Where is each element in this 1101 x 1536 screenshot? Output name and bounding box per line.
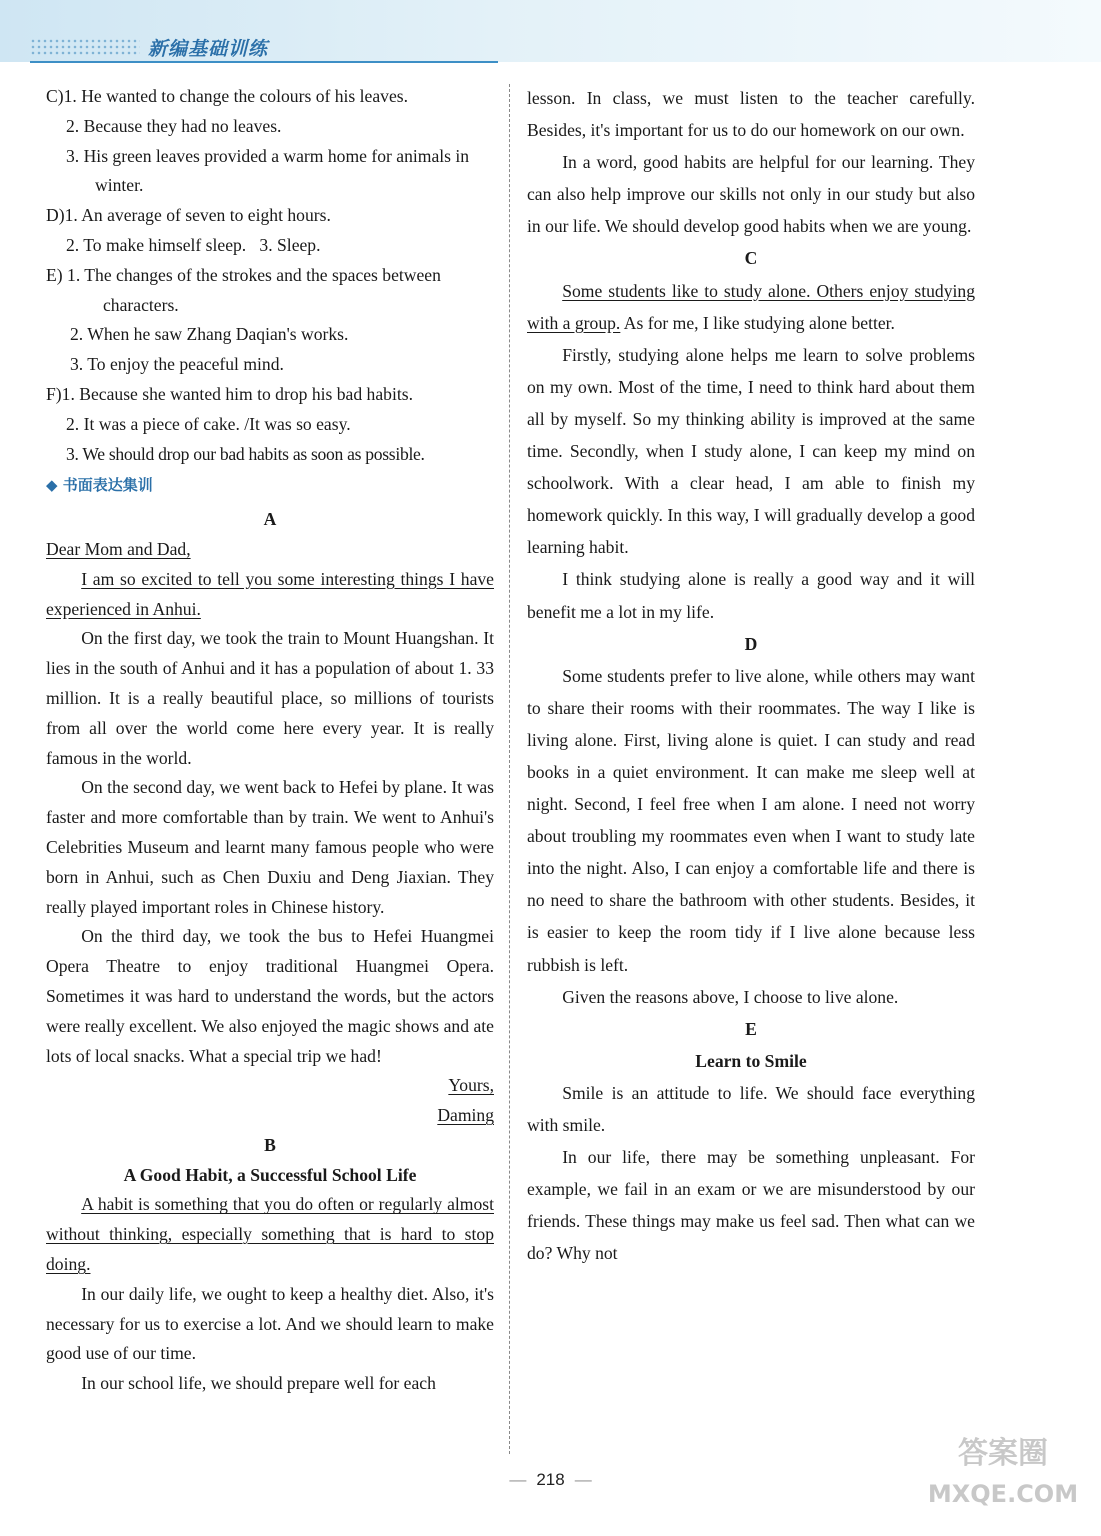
answer-d3: 3. Sleep. xyxy=(259,234,321,255)
right-column xyxy=(527,82,975,1269)
section-heading xyxy=(46,471,494,501)
essay-b-paragraph-4: In a word, good habits are helpful for our learning. They can also help improve our skills not only in our study but also in our life. We should develop good habits when we are young. xyxy=(527,152,975,237)
section-title: 书面表达集训 xyxy=(62,476,153,495)
essay-e-paragraph-1: Smile is an attitude to life. We should face everything with smile. xyxy=(527,1082,975,1135)
essay-b-intro: A habit is something that you do often or regularly almost without thinking, especially something that is hard to stop doing. xyxy=(46,1194,494,1275)
answer-f3: 3. We should drop our bad habits as soon as possible. xyxy=(66,443,425,464)
answer-label-d: D) xyxy=(46,205,65,226)
answer-e1: 1. The changes of the strokes and the spaces between characters. xyxy=(67,264,441,315)
essay-a-heading: A xyxy=(263,509,277,530)
essay-e-heading: E xyxy=(745,1018,757,1039)
essay-d-paragraph-1: Some students prefer to live alone, while others may want to share their rooms with their roommates. The way I like is living alone. First, living alone is quiet. I can study and read books in a quiet environment. It can make me sleep well at night. Second, I feel free when I am alone. I need not worry about troubling my roommates even when I want to study late into the night. Also, I can enjoy a comfortable life and there is no need to share the bathroom with other students. Besides, it is easier to keep the room tidy if I live alone because less rubbish is left. xyxy=(527,665,975,975)
essay-a-paragraph-4: On the third day, we took the bus to Hefei Huangmei Opera Theatre to enjoy traditional Huangmei Opera. Sometimes it was hard to understand the words, but the actors were really excellent. We also enjoyed the magic shows and ate lots of local snacks. What a special trip we had! xyxy=(46,926,494,1066)
answer-group-e xyxy=(46,261,494,380)
watermark-text: 答案圈 xyxy=(958,1436,1048,1471)
header-dot-pattern xyxy=(30,38,140,56)
essay-a-paragraph-3: On the second day, we went back to Hefei by plane. It was faster and more comfortable than by train. We went to Anhui's Celebrities Museum and learnt many famous people who were born in Anhui, such as Chen Duxiu and Deng Jiaxian. They really played important roles in Chinese history. xyxy=(46,777,494,917)
essay-a-signature: Daming xyxy=(437,1105,494,1126)
essay-b-title: A Good Habit, a Successful School Life xyxy=(123,1164,417,1185)
essay-b-paragraph-3-start: In our school life, we should prepare well for each xyxy=(81,1373,436,1394)
essay-b-paragraph-3-cont: lesson. In class, we must listen to the teacher carefully. Besides, it's important for us to do our homework on our own. xyxy=(527,88,975,141)
watermark-logo xyxy=(923,1434,1083,1524)
essay-e-paragraph-2: In our life, there may be something unpleasant. For example, we fail in an exam or we are misunderstood by our friends. These things may make us feel sad. Then what can we do? Why not xyxy=(527,1147,975,1264)
answer-group-f xyxy=(46,380,494,469)
column-divider xyxy=(509,84,510,1454)
book-title: 新编基础训练 xyxy=(148,38,269,60)
answer-e3: 3. To enjoy the peaceful mind. xyxy=(70,354,284,375)
essay-a-greeting: Dear Mom and Dad, xyxy=(46,538,191,559)
answer-group-d xyxy=(46,201,494,261)
essay-c-paragraph-3: I think studying alone is really a good way and it will benefit me a lot in my life. xyxy=(527,569,975,622)
essay-e-title: Learn to Smile xyxy=(695,1050,807,1071)
essay-c-heading: C xyxy=(744,248,758,269)
answer-label-e: E) xyxy=(46,264,63,285)
answer-d1: 1. An average of seven to eight hours. xyxy=(64,205,331,226)
answer-label-f: F) xyxy=(46,383,62,404)
page-footer: — 218 — xyxy=(509,1470,592,1489)
essay-d-paragraph-2: Given the reasons above, I choose to live alone. xyxy=(562,986,899,1007)
watermark-domain: MXQE.COM xyxy=(927,1480,1079,1508)
essay-a-paragraph-2: On the first day, we took the train to Mount Huangshan. It lies in the south of Anhui and it has a population of about 1. 33 million. It is a really beautiful place, so millions of tourists from all over the world come here every year. It is really famous in the world. xyxy=(46,628,494,768)
essay-c-opinion: As for me, I like studying alone better. xyxy=(620,312,895,333)
header-rule xyxy=(30,61,498,63)
essay-c-topic-sentence: Some students like to study alone. Others enjoy studying with a group. xyxy=(527,280,975,333)
essay-b-heading: B xyxy=(264,1134,276,1155)
essay-b-paragraph-2: In our daily life, we ought to keep a healthy diet. Also, it's necessary for us to exercise a lot. And we should learn to make good use of our time. xyxy=(46,1283,494,1364)
left-column xyxy=(46,82,494,1399)
answer-label-c: C) xyxy=(46,86,64,106)
answer-c3: 3. His green leaves provided a warm home for animals in winter. xyxy=(66,145,470,196)
essay-a-intro: I am so excited to tell you some interesting things I have experienced in Anhui. xyxy=(46,568,494,619)
essay-d-heading: D xyxy=(744,633,758,654)
answer-group-c xyxy=(46,82,494,201)
answer-c2: 2. Because they had no leaves. xyxy=(66,115,282,136)
essay-c-paragraph-2: Firstly, studying alone helps me learn to solve problems on my own. Most of the time, I need to think hard about them all by myself. So my thinking ability is improved at the same time. Secondly, when I study alone, I can keep my mind on schoolwork. With a clear head, I am able to finish my homework quickly. In this way, I will gradually develop a good learning habit. xyxy=(527,344,975,558)
essay-a-closing: Yours, xyxy=(448,1075,494,1096)
answer-d2: 2. To make himself sleep. xyxy=(66,234,247,255)
diamond-icon: ◆ xyxy=(46,476,58,495)
answer-c1: 1. He wanted to change the colours of his leaves. xyxy=(63,86,409,106)
answer-f2: 2. It was a piece of cake. /It was so easy. xyxy=(66,413,351,434)
answer-f1: 1. Because she wanted him to drop his bad habits. xyxy=(61,383,413,404)
answer-e2: 2. When he saw Zhang Daqian's works. xyxy=(70,324,349,345)
page-number: 218 xyxy=(536,1470,565,1489)
